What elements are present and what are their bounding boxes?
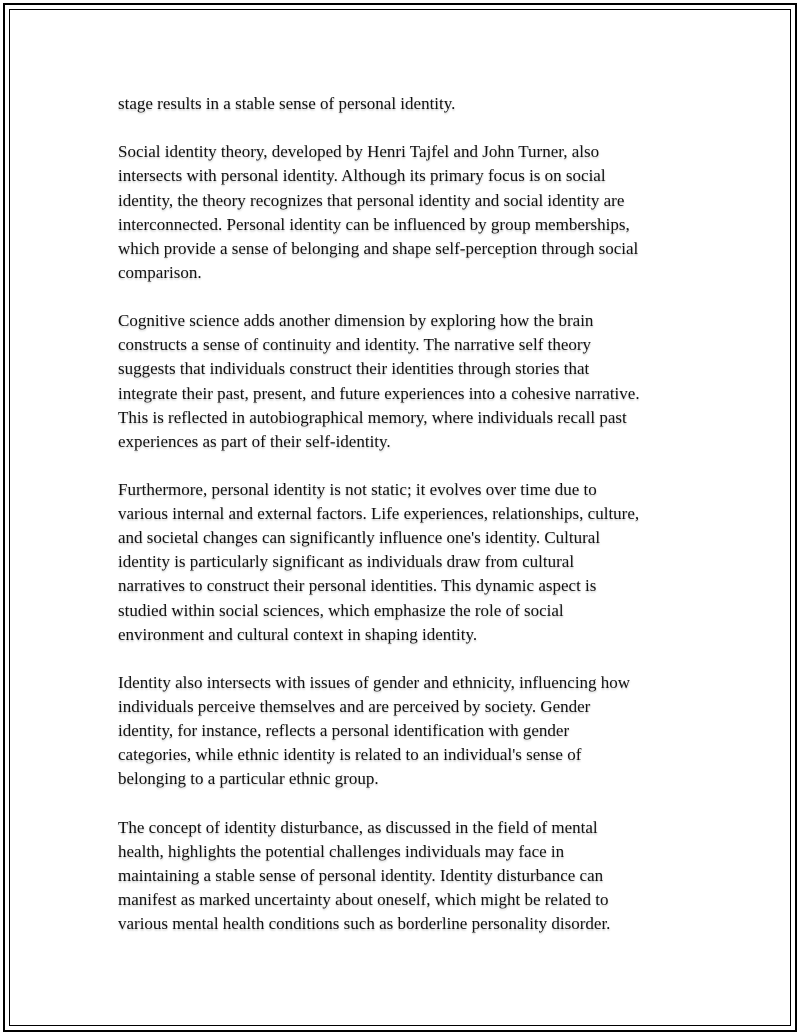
paragraph: Identity also intersects with issues of gender and ethnicity, influencing how individuals perceive themselves and are perceived by society. Gender identity, for instance, reflects a personal identification with gender categories, while ethnic identity is related to an individual's sense of belonging to a particular ethnic group. xyxy=(118,673,631,789)
paragraph: The concept of identity disturbance, as discussed in the field of mental health, highlights the potential challenges individuals may face in maintaining a stable sense of personal identity. Identity disturbance can manifest as marked uncertainty about oneself, which might be related to various mental health conditions such as borderline personality disorder. xyxy=(118,817,611,934)
paragraph: stage results in a stable sense of personal identity. xyxy=(118,94,456,113)
paragraph: Furthermore, personal identity is not static; it evolves over time due to various internal and external factors. Life experiences, relationships, culture, and societal changes can significantly influence one's identity. Cultural identity is particularly significant as individuals draw from cultural narratives to construct their personal identities. This dynamic aspect is studied within social sciences, which emphasize the role of social environment and cultural context in shaping identity. xyxy=(118,480,640,644)
document-body xyxy=(118,92,698,961)
paragraph: Cognitive science adds another dimension by exploring how the brain constructs a sense of continuity and identity. The narrative self theory suggests that individuals construct their identities through stories that integrate their past, present, and future experiences into a cohesive narrative. This is reflected in autobiographical memory, where individuals recall past experiences as part of their self-identity. xyxy=(118,311,640,451)
paragraph: Social identity theory, developed by Henri Tajfel and John Turner, also intersects with personal identity. Although its primary focus is on social identity, the theory recognizes that personal identity and social identity are interconnected. Personal identity can be influenced by group memberships, which provide a sense of belonging and shape self-perception through social comparison. xyxy=(118,142,639,282)
